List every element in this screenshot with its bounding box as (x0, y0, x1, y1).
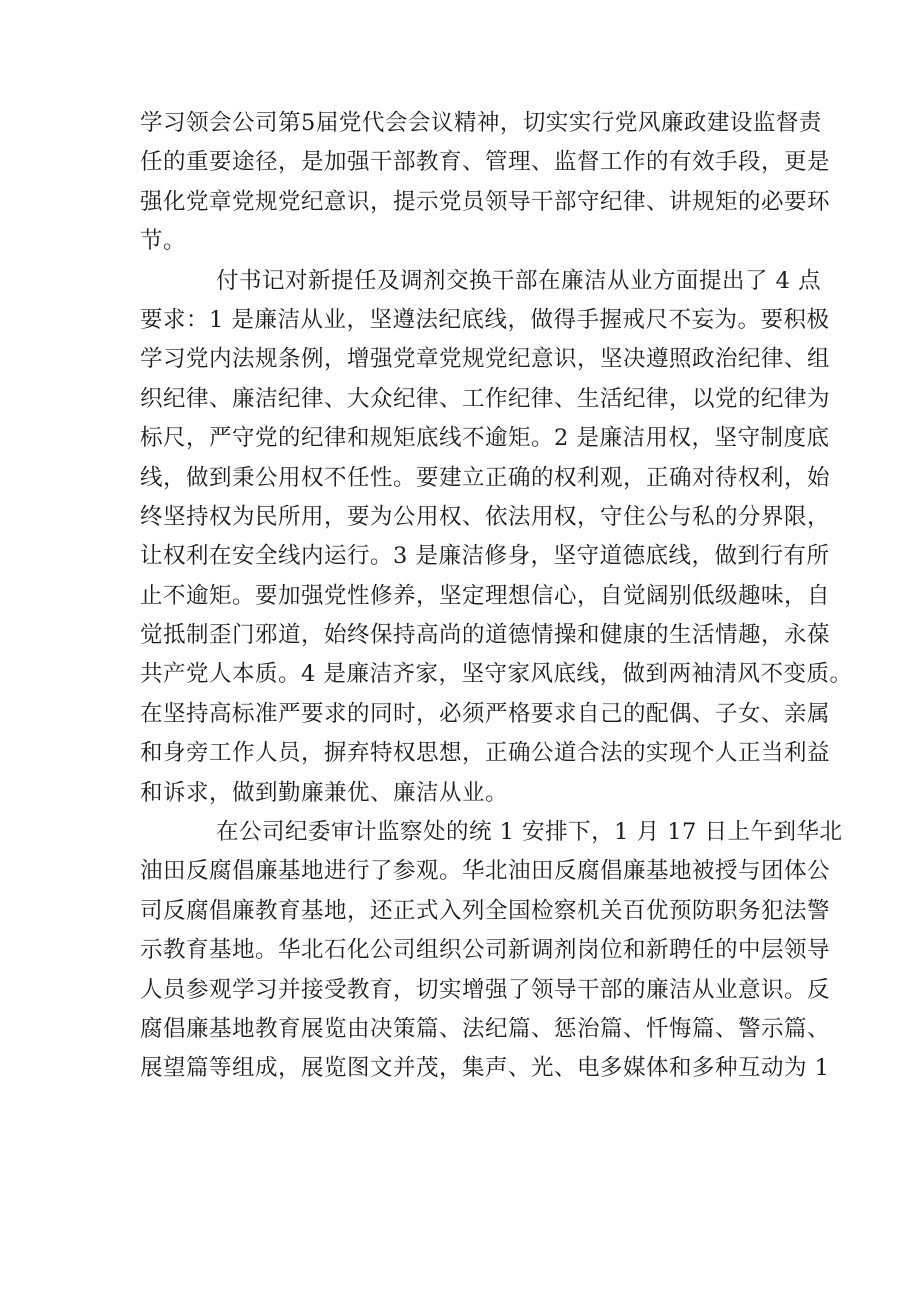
text-line: 付书记对新提任及调剂交换干部在廉洁从业方面提出了 4 点 (216, 267, 822, 294)
paragraph-3 (140, 813, 843, 1089)
text-line: 司反腐倡廉教育基地，还正式入列全国检察机关百优预防职务犯法警 (140, 897, 831, 924)
text-line: 和诉求，做到勤廉兼优、廉洁从业。 (140, 779, 509, 806)
paragraph-2 (140, 262, 853, 813)
text-line: 任的重要途径，是加强干部教育、管理、监督工作的有效手段，更是 (140, 149, 831, 176)
text-line: 强化党章党规党纪意识，提示党员领导干部守纪律、讲规矩的必要环 (140, 188, 831, 215)
paragraph-1 (140, 104, 831, 262)
text-line: 觉抵制歪门邪道，始终保持高尚的道德情操和健康的生活情趣，永葆 (140, 622, 831, 649)
text-line: 要求：1 是廉洁从业，坚遵法纪底线，做得手握戒尺不妄为。要积极 (140, 306, 830, 333)
text-line: 共产党人本质。4 是廉洁齐家，坚守家风底线，做到两袖清风不变质。 (140, 661, 853, 688)
text-line: 织纪律、廉洁纪律、大众纪律、工作纪律、生活纪律，以党的纪律为 (140, 385, 831, 412)
text-line: 腐倡廉基地教育展览由决策篇、法纪篇、惩治篇、忏悔篇、警示篇、 (140, 1015, 831, 1042)
text-line: 人员参观学习并接受教育，切实增强了领导干部的廉洁从业意识。反 (140, 976, 831, 1003)
text-line: 线，做到秉公用权不任性。要建立正确的权利观，正确对待权利，始 (140, 464, 831, 491)
text-line: 示教育基地。华北石化公司组织公司新调剂岗位和新聘任的中层领导 (140, 937, 831, 964)
text-line: 节。 (140, 228, 187, 255)
text-line: 让权利在安全线内运行。3 是廉洁修身，坚守道德底线，做到行有所 (140, 543, 830, 570)
text-line: 展望篇等组成，展览图文并茂，集声、光、电多媒体和多种互动为 1 (140, 1055, 830, 1082)
text-line: 在坚持高标准严要求的同时，必须严格要求自己的配偶、子女、亲属 (140, 700, 831, 727)
text-line: 油田反腐倡廉基地进行了参观。华北油田反腐倡廉基地被授与团体公 (140, 858, 831, 885)
text-line: 学习党内法规条例，增强党章党规党纪意识，坚决遵照政治纪律、组 (140, 346, 831, 373)
text-line: 在公司纪委审计监察处的统 1 安排下，1 月 17 日上午到华北 (216, 819, 843, 846)
text-line: 终坚持权为民所用，要为公用权、依法用权，守住公与私的分界限， (140, 503, 831, 530)
text-line: 学习领会公司第5届党代会会议精神，切实实行党风廉政建设监督责 (140, 110, 822, 136)
text-line: 和身旁工作人员，摒弃特权思想，正确公道合法的实现个人正当利益 (140, 740, 831, 767)
text-line: 标尺，严守党的纪律和规矩底线不逾矩。2 是廉洁用权，坚守制度底 (140, 425, 830, 452)
text-line: 止不逾矩。要加强党性修养，坚定理想信心，自觉阔别低级趣味，自 (140, 582, 831, 609)
document-body (140, 104, 853, 1089)
